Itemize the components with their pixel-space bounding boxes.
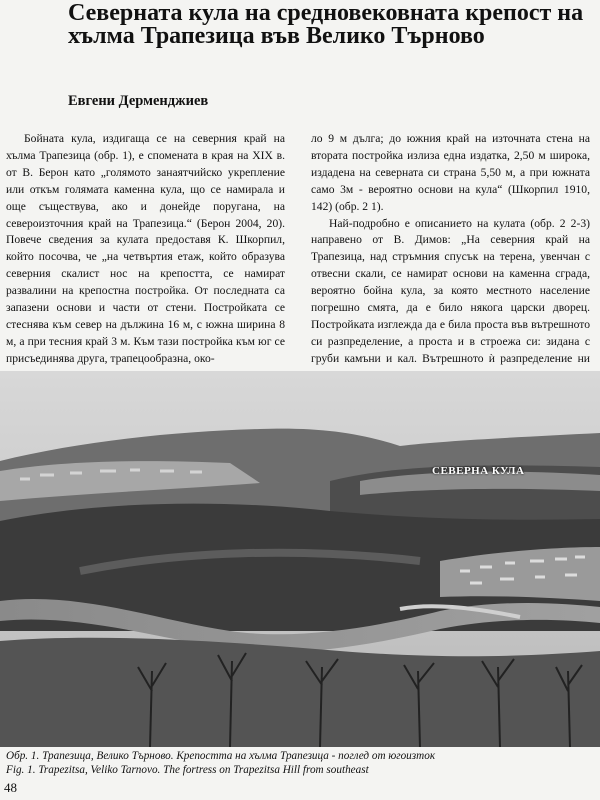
landscape-photo [0, 371, 600, 747]
article-title: Северната кула на средновековната крепост на хълма Трапезица във Велико Търново [68, 0, 584, 49]
paragraph: ло 9 м дълга; до южния край на източната стена на втората постройка излиза една издатка, 2,50 м широка, издадена на северната си страна 5,50 м, а при южната само 3м - вероятно основи на кула“ (Шкорпил 1910, 142) (обр. 2 1). [311, 132, 590, 213]
text-column-left [6, 131, 285, 368]
paragraph: Бойната кула, издигаща се на северния край на хълма Трапезица (обр. 1), е спомената в края на XIX в. от В. Берон като „голямото занаятчийско укрепление или откъм голямата каменна кула, що се намирала и още съществува, ако и донейде поругана, на североизточния край на Трапезица.“ (Берон 2004, 20). Повече сведения за кулата предоставя К. Шкорпил, който посочва, че „на четвъртия етаж, който образува северния скалист нос на крепостта, се намират развалини на крепостна постройка. От последната са запазени основи и части от стени. Постройката се стеснява към север на дължина 16 м, с южна ширина 8 м, а при тесния край 3 м. Към тази постройка към юг се присъединява друга, трапецообразна, око- [6, 132, 285, 365]
paragraph: Най-подробно е описанието на кулата (обр. 2 2-3) направено от В. Димов: „На северния край на Трапезица, над стръмния спусък на терена, увенчан с отвесни скали, се намират основи на каменна сграда, вероятно бойна кула, за която местното население погрешно смята, да е било някога царски дворец. Постройката изглежда да е била проста във вътрешното си разпределение, а проста и в строежа си: зидана с груби камъни и кал. Вътрешното ѝ разпределение ни [311, 216, 590, 365]
caption-english: Fig. 1. Trapezitsa, Veliko Tarnovo. The fortress on Trapezitsa Hill from southeast [6, 763, 369, 776]
figure-caption [6, 750, 596, 777]
author-name: Евгени Дерменджиев [68, 93, 209, 109]
caption-bulgarian: Обр. 1. Трапезица, Велико Търново. Крепостта на хълма Трапезица - поглед от югоизток [6, 750, 436, 762]
text-column-right [311, 131, 590, 385]
page-number: 48 [4, 780, 17, 795]
photo-annotation-label: СЕВЕРНА КУЛА [432, 465, 525, 477]
